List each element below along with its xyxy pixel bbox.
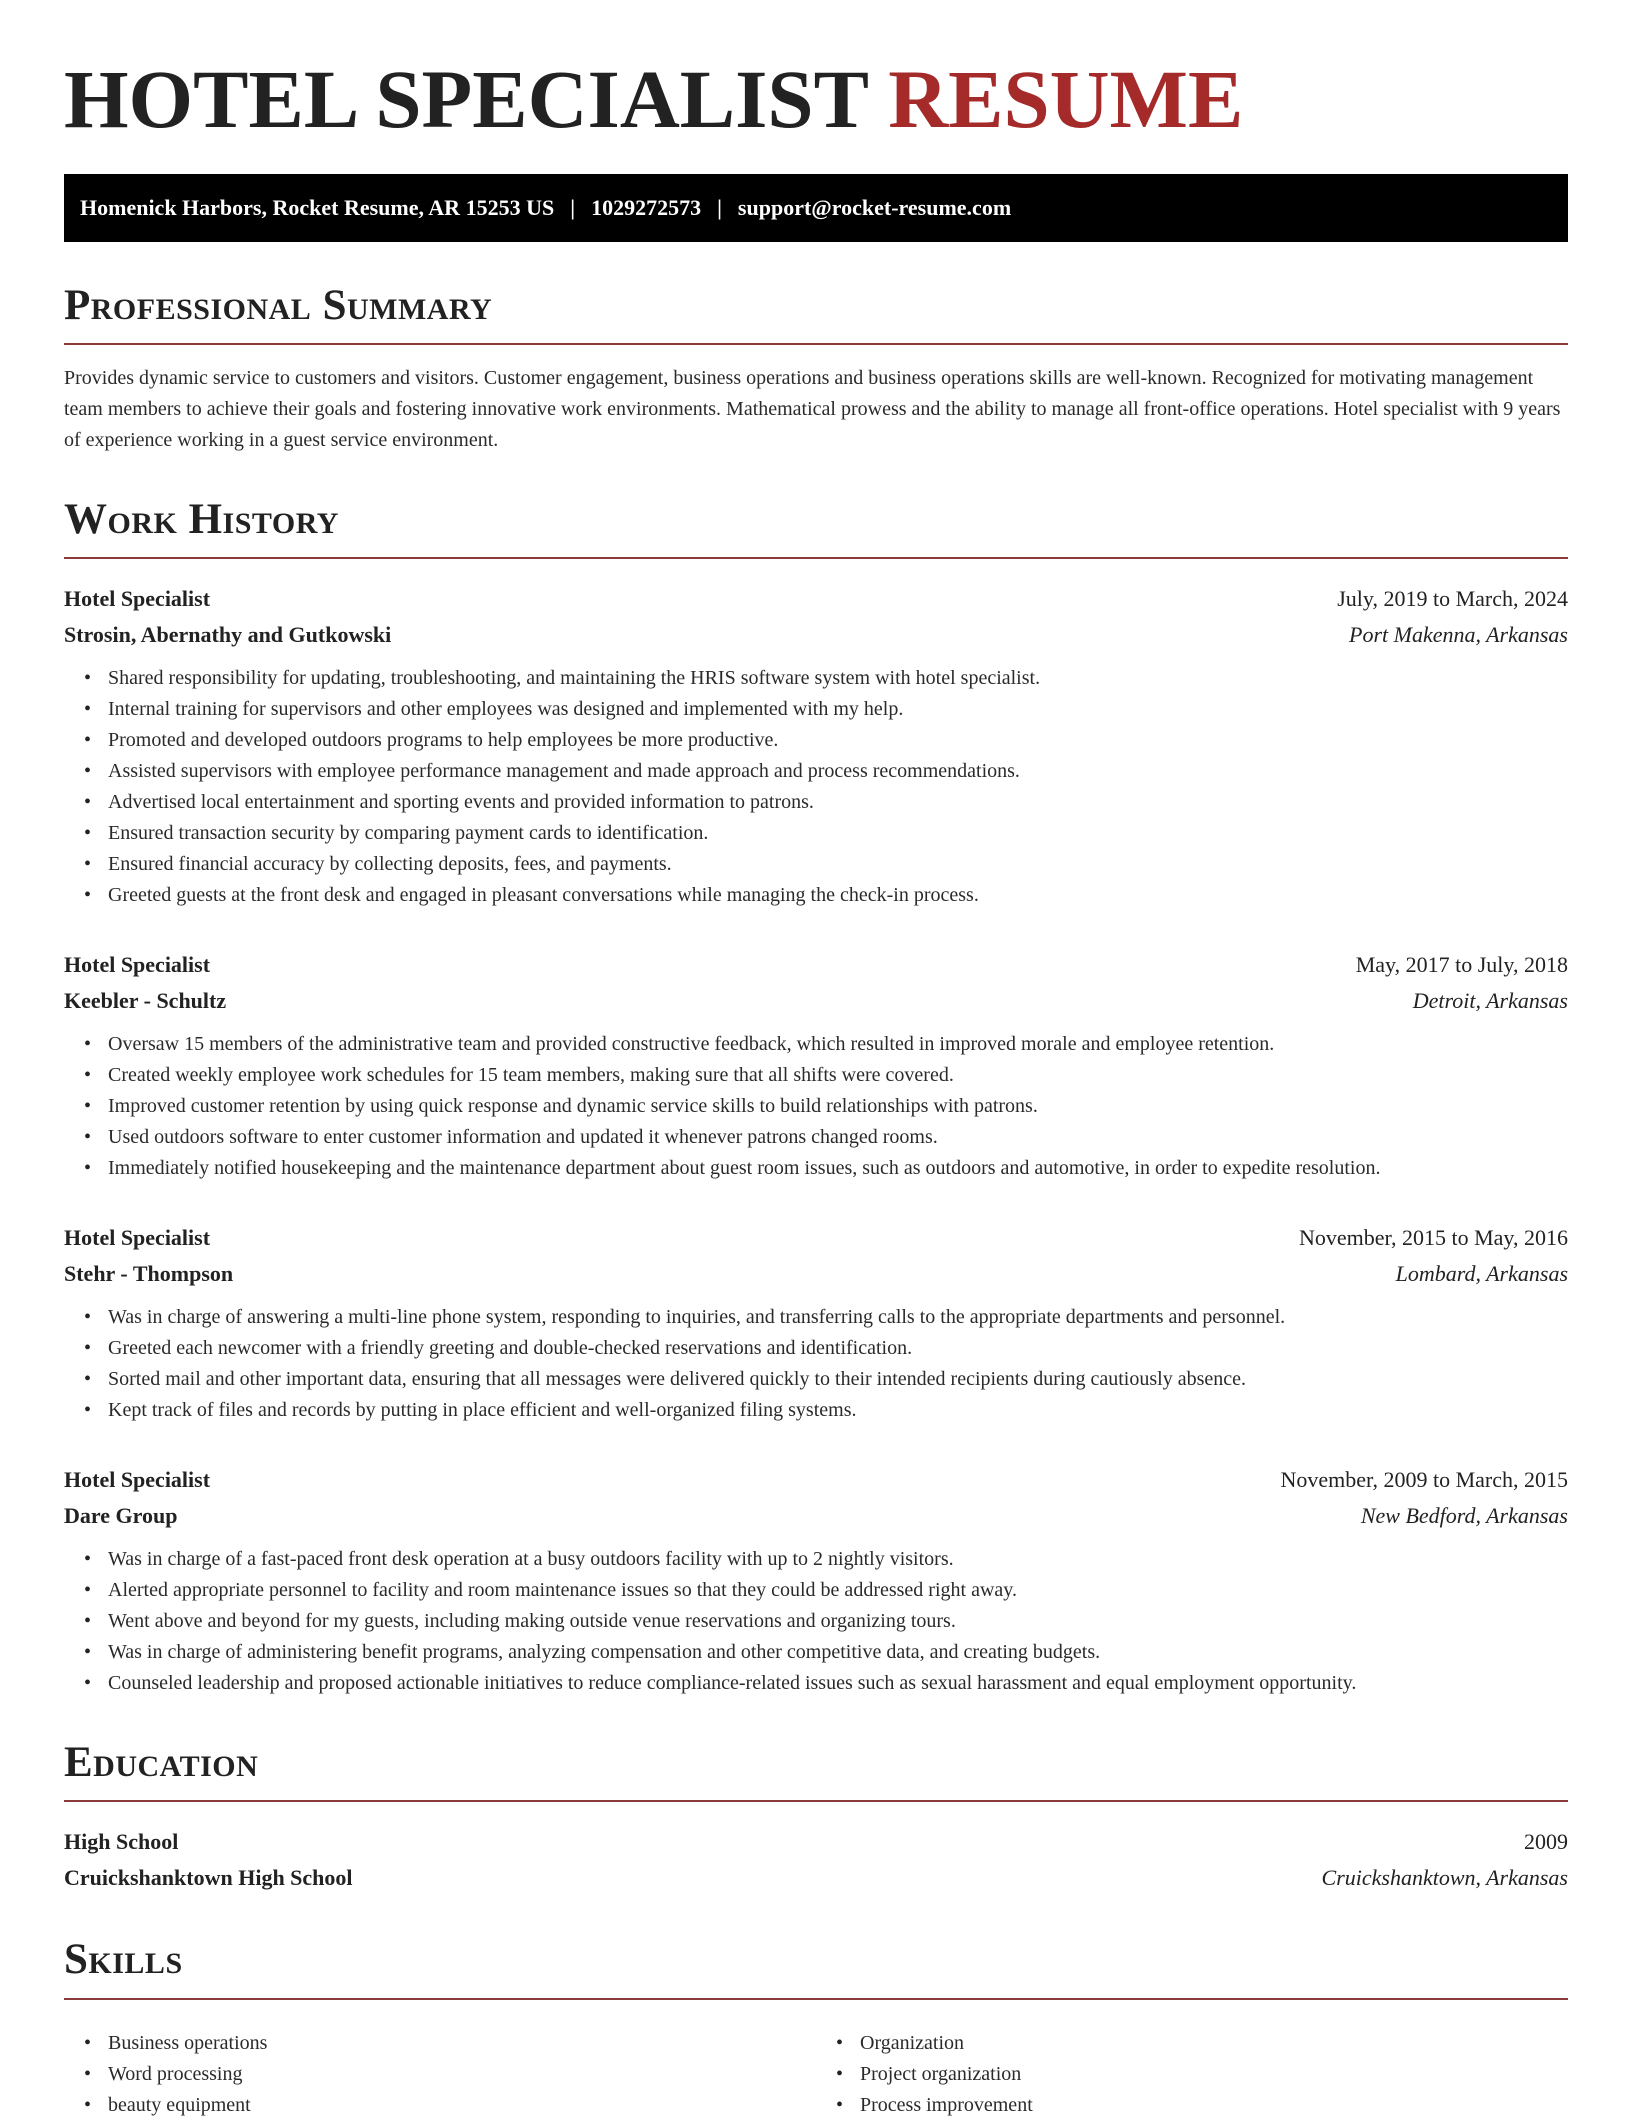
job-title: Hotel Specialist [64, 1225, 211, 1251]
job-bullets [64, 1302, 1568, 1426]
job-bullet: • Sorted mail and other important data, ensuring that all messages were delivered quickly to their intended recipients during cautiously absence. [108, 1364, 1568, 1395]
education-section [64, 1739, 1568, 1896]
job-dates: July, 2019 to March, 2024 [1337, 586, 1568, 612]
job-bullet: • Ensured financial accuracy by collecting deposits, fees, and payments. [108, 849, 1568, 880]
work-history-section [64, 496, 1568, 1699]
job-bullet: • Went above and beyond for my guests, including making outside venue reservations and organizing tours. [108, 1606, 1568, 1637]
job-header-row [64, 581, 1568, 617]
education-school: Cruickshanktown High School [64, 1865, 353, 1891]
job-company: Stehr - Thompson [64, 1261, 234, 1287]
skill-item: • Business operations [108, 2028, 816, 2059]
job-bullet: • Used outdoors software to enter customer information and updated it whenever patrons changed rooms. [108, 1122, 1568, 1153]
job-company-row [64, 1498, 1568, 1534]
contact-separator: | [570, 194, 576, 220]
job-company: Dare Group [64, 1503, 178, 1529]
skill-item: • Organization [860, 2028, 1568, 2059]
contact-bar [64, 174, 1568, 242]
job-entry [64, 1462, 1568, 1699]
contact-email: support@rocket-resume.com [737, 194, 1012, 220]
education-year: 2009 [1524, 1829, 1568, 1855]
job-bullet: • Internal training for supervisors and other employees was designed and implemented with my help. [108, 694, 1568, 725]
resume-title [64, 50, 1568, 150]
contact-phone: 1029272573 [591, 194, 702, 220]
contact-separator: | [717, 194, 722, 220]
job-bullets [64, 663, 1568, 911]
job-entry [64, 581, 1568, 911]
job-company: Keebler - Schultz [64, 988, 227, 1014]
education-header-row [64, 1824, 1568, 1860]
job-location: New Bedford, Arkansas [1360, 1503, 1568, 1529]
job-bullet: • Greeted guests at the front desk and engaged in pleasant conversations while managing the check-in process. [108, 880, 1568, 911]
job-bullet: • Shared responsibility for updating, troubleshooting, and maintaining the HRIS software system with hotel specialist. [108, 663, 1568, 694]
job-dates: May, 2017 to July, 2018 [1355, 952, 1568, 978]
job-entry [64, 947, 1568, 1184]
job-bullet: • Assisted supervisors with employee performance management and made approach and process recommendations. [108, 756, 1568, 787]
skills-heading: Skills [64, 1936, 1568, 1999]
job-bullet: • Advertised local entertainment and sporting events and provided information to patrons. [108, 787, 1568, 818]
skill-item: • Process improvement [860, 2090, 1568, 2121]
job-bullet: • Promoted and developed outdoors programs to help employees be more productive. [108, 725, 1568, 756]
job-bullet: • Alerted appropriate personnel to facility and room maintenance issues so that they could be addressed right away. [108, 1575, 1568, 1606]
job-header-row [64, 1462, 1568, 1498]
job-company-row [64, 617, 1568, 653]
summary-section [64, 282, 1568, 456]
job-dates: November, 2015 to May, 2016 [1299, 1225, 1568, 1251]
job-header-row [64, 947, 1568, 983]
job-location: Detroit, Arkansas [1412, 988, 1568, 1014]
job-entry [64, 1220, 1568, 1426]
title-accent: RESUME [888, 53, 1244, 145]
job-bullet: • Was in charge of answering a multi-line phone system, responding to inquiries, and transferring calls to the appropriate departments and personnel. [108, 1302, 1568, 1333]
education-school-row [64, 1860, 1568, 1896]
job-bullet: • Greeted each newcomer with a friendly greeting and double-checked reservations and identification. [108, 1333, 1568, 1364]
skills-left-list [64, 2028, 816, 2121]
job-bullet: • Was in charge of administering benefit programs, analyzing compensation and other competitive data, and creating budgets. [108, 1637, 1568, 1668]
job-company: Strosin, Abernathy and Gutkowski [64, 622, 392, 648]
skills-section [64, 1936, 1568, 2120]
title-main: HOTEL SPECIALIST [64, 53, 868, 145]
education-location: Cruickshanktown, Arkansas [1321, 1865, 1568, 1891]
job-bullet: • Immediately notified housekeeping and the maintenance department about guest room issues, such as outdoors and automotive, in order to expedite resolution. [108, 1153, 1568, 1184]
job-bullet: • Created weekly employee work schedules for 15 team members, making sure that all shifts were covered. [108, 1060, 1568, 1091]
contact-address: Homenick Harbors, Rocket Resume, AR 15253 US [80, 194, 555, 220]
job-bullet: • Oversaw 15 members of the administrative team and provided constructive feedback, which resulted in improved morale and employee retention. [108, 1029, 1568, 1060]
job-bullets [64, 1029, 1568, 1184]
education-degree: High School [64, 1829, 179, 1855]
job-company-row [64, 983, 1568, 1019]
education-entry [64, 1824, 1568, 1896]
skill-item: • beauty equipment [108, 2090, 816, 2121]
job-title: Hotel Specialist [64, 586, 211, 612]
education-heading: Education [64, 1739, 1568, 1802]
job-bullet: • Improved customer retention by using quick response and dynamic service skills to build relationships with patrons. [108, 1091, 1568, 1122]
job-bullet: • Kept track of files and records by putting in place efficient and well-organized filing systems. [108, 1395, 1568, 1426]
job-title: Hotel Specialist [64, 952, 211, 978]
skills-right-list [816, 2028, 1568, 2121]
job-header-row [64, 1220, 1568, 1256]
job-location: Lombard, Arkansas [1395, 1261, 1568, 1287]
job-bullet: • Ensured transaction security by comparing payment cards to identification. [108, 818, 1568, 849]
skill-item: • Word processing [108, 2059, 816, 2090]
job-dates: November, 2009 to March, 2015 [1280, 1467, 1568, 1493]
skill-item: • Project organization [860, 2059, 1568, 2090]
job-bullet: • Counseled leadership and proposed actionable initiatives to reduce compliance-related issues such as sexual harassment and equal employment opportunity. [108, 1668, 1568, 1699]
skills-columns [64, 2018, 1568, 2121]
job-location: Port Makenna, Arkansas [1349, 622, 1568, 648]
job-title: Hotel Specialist [64, 1467, 211, 1493]
job-company-row [64, 1256, 1568, 1292]
summary-heading: Professional Summary [64, 282, 1568, 345]
work-history-heading: Work History [64, 496, 1568, 559]
job-bullets [64, 1544, 1568, 1699]
summary-text: Provides dynamic service to customers and visitors. Customer engagement, business operations and business operations skills are well-known. Recognized for motivating management team members to achieve their goals and fostering innovative work environments. Mathematical prowess and the ability to manage all front-office operations. Hotel specialist with 9 years of experience working in a guest service environment. [64, 366, 1561, 451]
job-bullet: • Was in charge of a fast-paced front desk operation at a busy outdoors facility with up to 2 nightly visitors. [108, 1544, 1568, 1575]
